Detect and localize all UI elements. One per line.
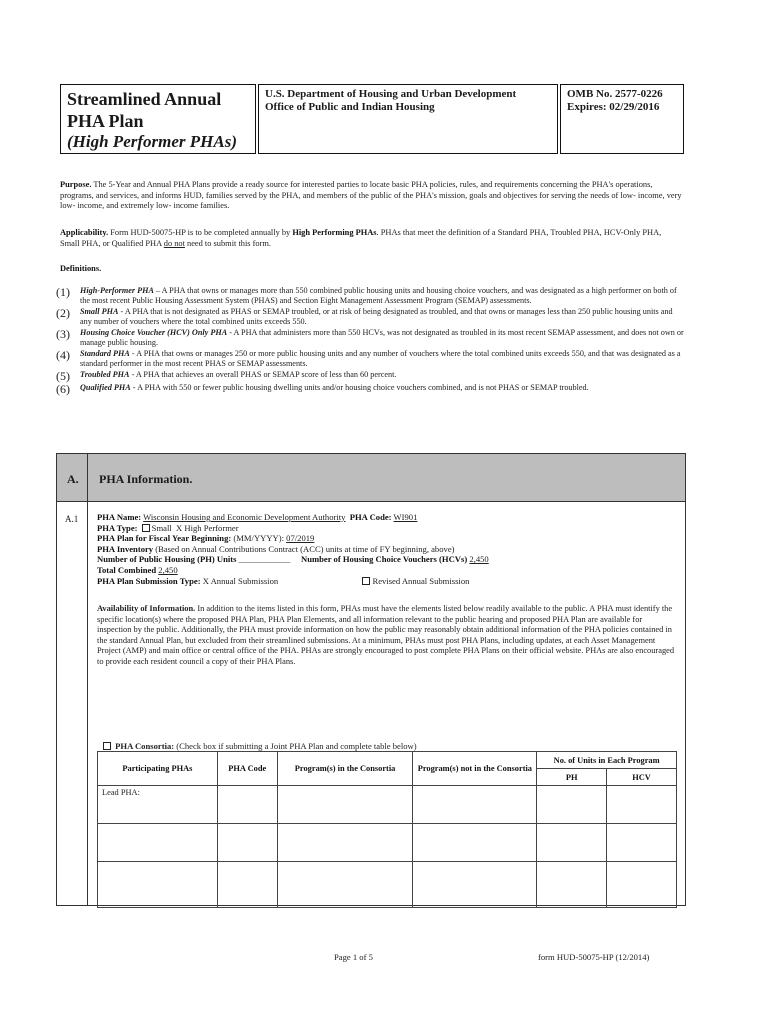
definition-item	[56, 383, 686, 395]
definitions-heading	[60, 264, 682, 275]
form-number: form HUD-50075-HP (12/2014)	[538, 952, 650, 962]
definition-number: (3)	[56, 327, 70, 341]
page-number: Page 1 of 5	[334, 952, 373, 962]
department-box	[258, 84, 558, 154]
section-a1-label: A.1	[65, 514, 79, 524]
definition-term: Small PHA	[80, 307, 119, 316]
purpose-label: Purpose.	[60, 180, 92, 189]
definition-term: High-Performer PHA	[80, 286, 154, 295]
pha-name-value[interactable]: Wisconsin Housing and Economic Development Authority	[143, 512, 346, 522]
revised-submission-label: Revised Annual Submission	[372, 575, 470, 586]
definition-term: Troubled PHA	[80, 370, 130, 379]
programs-in-header: Program(s) in the Consortia	[277, 752, 413, 786]
pha-code-label: PHA Code:	[349, 512, 392, 522]
applicability-text-3: need to submit this form.	[184, 238, 272, 248]
definition-number: (4)	[56, 348, 70, 362]
small-option-label: Small	[151, 522, 172, 533]
definition-item	[56, 328, 686, 348]
ph-units-value[interactable]: ____________	[238, 554, 291, 565]
table-cell[interactable]	[217, 824, 277, 862]
definition-item	[56, 349, 686, 369]
ph-units-label: Number of Public Housing (PH) Units	[97, 554, 237, 565]
definitions-heading-text: Definitions.	[60, 264, 102, 273]
table-cell[interactable]	[607, 786, 677, 824]
units-line	[97, 554, 677, 565]
revised-submission-checkbox[interactable]	[362, 577, 370, 585]
section-column-divider	[87, 502, 88, 905]
table-cell[interactable]	[607, 824, 677, 862]
definition-text: - A PHA with 550 or fewer public housing dwelling units and/or housing choice vouchers combined, and is not PHAS or SEMAP troubled.	[130, 383, 589, 392]
high-performer-option[interactable]: X High Performer	[176, 522, 239, 533]
table-cell[interactable]	[217, 862, 277, 908]
table-row	[98, 786, 677, 824]
pha-code-value[interactable]: WI901	[393, 512, 418, 522]
definition-text: - A PHA that owns or manages 250 or more public housing units and any number of vouchers where the total combined units exceeds 550, and that was designated as a standard performer in the most recent PHAS or SEMAP assessments.	[80, 349, 681, 368]
section-a-title: PHA Information.	[99, 472, 193, 486]
availability-paragraph	[97, 604, 677, 668]
table-cell[interactable]	[277, 862, 413, 908]
pha-type-line	[97, 523, 677, 534]
omb-expiration: Expires: 02/29/2016	[567, 101, 660, 113]
section-a-letter: A.	[67, 472, 79, 486]
table-cell[interactable]	[413, 824, 537, 862]
applicability-bold: High Performing PHAs	[292, 228, 377, 237]
hcv-value[interactable]: 2,450	[469, 554, 489, 565]
definition-text: - A PHA that administers more than 550 HCVs, was not designated as troubled in its most recent SEMAP assessment, and does not own or manage public housing.	[80, 328, 684, 347]
definition-text: – A PHA that owns or manages more than 550 combined public housing units and housing choice vouchers, and was designated as a high performer on both of the most recent Public Housing Assessment System (PHAS) and Section Eight Management Assessment Program (SEMAP) assessments.	[80, 286, 677, 305]
definition-term: Standard PHA	[80, 349, 130, 358]
table-header-row	[98, 752, 677, 769]
applicability-text-1: Form HUD-50075-HP is to be completed annually by	[108, 228, 293, 237]
table-cell[interactable]	[537, 786, 607, 824]
consortia-checkbox[interactable]	[103, 742, 111, 750]
applicability-text-2: . PHAs that meet the definition of a Standard PHA, Troubled PHA, HCV-Only PHA, Small PHA, or Qualified PHA	[60, 228, 662, 248]
purpose-paragraph	[60, 180, 682, 212]
form-title-line3: (High Performer PHAs)	[67, 132, 237, 151]
section-header-divider	[87, 454, 88, 502]
total-value[interactable]: 2,450	[158, 564, 178, 575]
applicability-paragraph	[60, 228, 682, 249]
participating-phas-header: Participating PHAs	[98, 752, 218, 786]
definition-number: (2)	[56, 306, 70, 320]
applicability-label: Applicability.	[60, 228, 109, 237]
ph-header: PH	[537, 769, 607, 786]
applicability-underlined: do not	[163, 238, 185, 248]
fiscal-year-value[interactable]: 07/2019	[286, 533, 315, 544]
total-line	[97, 565, 677, 576]
total-label: Total Combined	[97, 564, 157, 575]
consortia-instruction: (Check box if submitting a Joint PHA Plan and complete table below)	[174, 741, 417, 751]
availability-text: In addition to the items listed in this form, PHAs must have the elements listed below readily available to the public. A PHA must identify the specific location(s) where the proposed PHA Plan, PHA Plan Elements, and all information relevant to the public hearing and proposed PHA Plan are available for inspection by the public. Additionally, the PHA must provide information on how the public may reasonably obtain additional information of the PHA policies contained in the standard Annual Plan, but excluded from their streamlined submissions. At a minimum, PHAs must post PHA Plans, including updates, at each Asset Management Project (AMP) and main office or central office of the PHA. PHAs are strongly encouraged to post complete PHA Plans on their official website. PHAs are also encouraged to provide each resident council a copy of their PHA Plans.	[97, 604, 675, 666]
table-row	[98, 824, 677, 862]
office-name: Office of Public and Indian Housing	[265, 101, 435, 113]
definition-number: (5)	[56, 369, 70, 383]
pha-code-header: PHA Code	[217, 752, 277, 786]
definition-term: Housing Choice Voucher (HCV) Only PHA	[80, 328, 228, 337]
section-a-header	[57, 454, 685, 502]
definition-text: - A PHA that achieves an overall PHAS or SEMAP score of less than 60 percent.	[129, 370, 397, 379]
consortia-table	[97, 751, 677, 908]
availability-label: Availability of Information.	[97, 604, 196, 613]
table-cell[interactable]	[98, 824, 218, 862]
department-name: U.S. Department of Housing and Urban Development	[265, 88, 517, 100]
fiscal-year-line	[97, 533, 677, 544]
table-cell[interactable]	[413, 862, 537, 908]
pha-type-label: PHA Type:	[97, 522, 138, 533]
table-cell[interactable]	[607, 862, 677, 908]
form-title-line2: PHA Plan	[67, 111, 144, 131]
table-cell[interactable]	[98, 862, 218, 908]
definition-number: (1)	[56, 285, 70, 299]
inventory-text: (Based on Annual Contributions Contract (ACC) units at time of FY beginning, above)	[155, 543, 455, 554]
definition-number: (6)	[56, 382, 70, 396]
omb-number: OMB No. 2577-0226	[567, 88, 663, 100]
small-checkbox[interactable]	[142, 524, 150, 532]
table-cell[interactable]	[217, 786, 277, 824]
consortia-line	[101, 741, 417, 751]
form-title-box	[60, 84, 256, 154]
submission-type-label: PHA Plan Submission Type:	[97, 575, 201, 586]
definition-item	[56, 370, 686, 382]
consortia-label: PHA Consortia:	[115, 741, 175, 751]
definition-item	[56, 307, 686, 327]
annual-submission-option[interactable]: X Annual Submission	[202, 575, 279, 586]
table-row	[98, 862, 677, 908]
table-cell[interactable]	[413, 786, 537, 824]
form-title-line1: Streamlined Annual	[67, 89, 222, 109]
submission-type-line	[97, 576, 677, 587]
programs-not-in-header: Program(s) not in the Consortia	[413, 752, 537, 786]
pha-info-block	[97, 512, 677, 586]
hcv-label: Number of Housing Choice Vouchers (HCVs)	[300, 554, 468, 565]
table-cell[interactable]	[277, 786, 413, 824]
fiscal-year-label: PHA Plan for Fiscal Year Beginning:	[97, 533, 232, 544]
section-a-box	[56, 453, 686, 906]
definition-item	[56, 286, 686, 306]
pha-name-line	[97, 512, 677, 523]
definition-term: Qualified PHA	[80, 383, 131, 392]
purpose-text: The 5-Year and Annual PHA Plans provide a ready source for interested parties to locate basic PHA policies, rules, and requirements concerning the PHA's operations, programs, and services, and informs HUD, families served by the PHA, and members of the public of the PHA's mission, goals and objectives for serving the needs of low- income, very low- income, and extremely low- income families.	[60, 180, 682, 210]
table-cell[interactable]	[537, 824, 607, 862]
table-cell[interactable]	[537, 862, 607, 908]
pha-name-label: PHA Name:	[97, 512, 142, 522]
definition-text: - A PHA that is not designated as PHAS or SEMAP troubled, or at risk of being designated as troubled, and that owns or manages less than 250 public housing units and any number of vouchers where the total combined units exceeds 550.	[80, 307, 673, 326]
inventory-label: PHA Inventory	[97, 543, 154, 554]
definitions-list	[56, 286, 686, 396]
fiscal-year-format: (MM/YYYY):	[233, 533, 285, 544]
omb-box	[560, 84, 684, 154]
units-header: No. of Units in Each Program	[537, 752, 677, 769]
inventory-line	[97, 544, 677, 555]
lead-pha-cell[interactable]: Lead PHA:	[98, 786, 218, 824]
table-cell[interactable]	[277, 824, 413, 862]
hcv-header: HCV	[607, 769, 677, 786]
